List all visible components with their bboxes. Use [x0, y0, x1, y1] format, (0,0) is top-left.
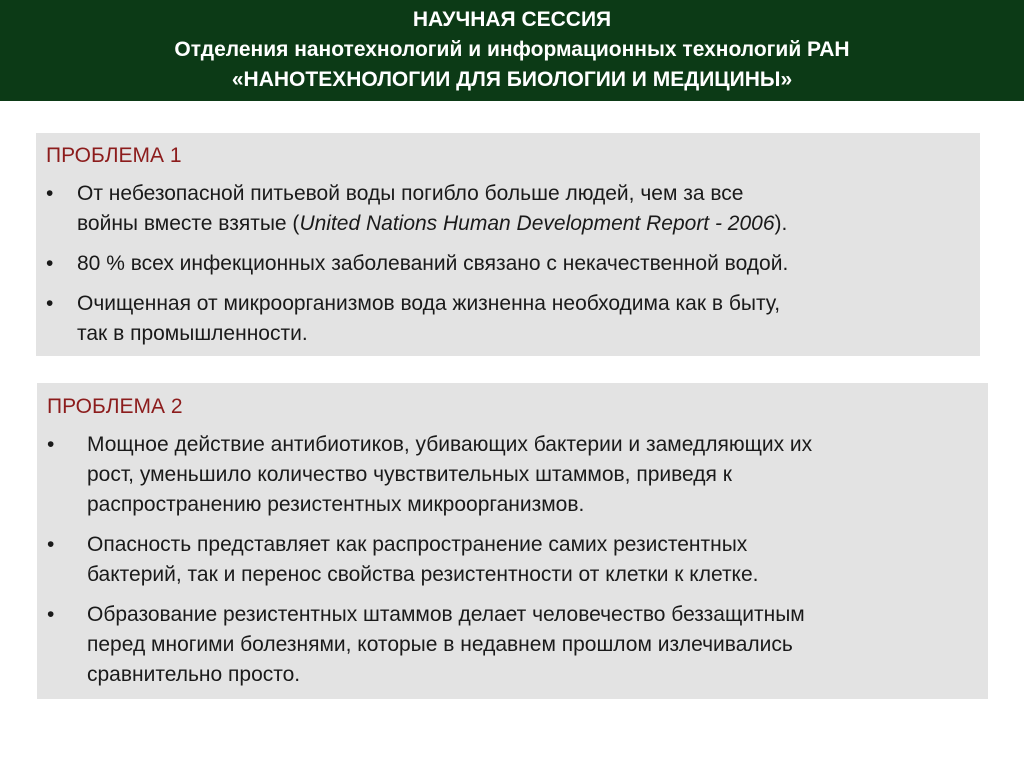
list-item-text	[87, 600, 805, 690]
bullet-icon: •	[46, 252, 54, 275]
header-line-2: Отделения нанотехнологий и информационных технологий РАН	[174, 38, 850, 61]
text-line: 80 % всех инфекционных заболеваний связано с некачественной водой.	[77, 252, 789, 275]
header-line-1: НАУЧНАЯ СЕССИЯ	[412, 8, 612, 31]
bullet-icon: •	[46, 292, 54, 315]
bullet-icon: •	[46, 182, 54, 205]
problem-1-title: ПРОБЛЕМА 1	[46, 144, 182, 167]
bullet-icon: •	[47, 433, 55, 456]
bullet-icon: •	[47, 603, 55, 626]
text-line: сравнительно просто.	[87, 663, 301, 686]
problem-2-box	[37, 383, 988, 699]
list-item-text	[87, 430, 812, 520]
header-line-3: «НАНОТЕХНОЛОГИИ ДЛЯ БИОЛОГИИ И МЕДИЦИНЫ»	[231, 68, 793, 91]
text-line: распространению резистентных микроорганизмов.	[87, 493, 585, 516]
list-item-text	[87, 530, 759, 590]
bullet-icon: •	[47, 533, 55, 556]
problem-1-box	[36, 133, 980, 356]
text-line: рост, уменьшило количество чувствительных штаммов, приведя к	[87, 463, 732, 486]
text-line: перед многими болезнями, которые в недавнем прошлом излечивались	[87, 633, 793, 656]
text-line: Очищенная от микроорганизмов вода жизненна необходима как в быту,	[77, 292, 781, 315]
text-line: Образование резистентных штаммов делает человечество беззащитным	[87, 603, 805, 626]
list-item-text	[77, 179, 787, 239]
slide-header	[0, 0, 1024, 101]
text-line: Мощное действие антибиотиков, убивающих бактерии и замедляющих их	[87, 433, 813, 456]
problem-2-title: ПРОБЛЕМА 2	[47, 395, 183, 418]
text-line: так в промышленности.	[77, 322, 308, 345]
list-item-text	[77, 289, 780, 349]
text-line: бактерий, так и перенос свойства резистентности от клетки к клетке.	[87, 563, 759, 586]
text-line: От небезопасной питьевой воды погибло больше людей, чем за все	[77, 182, 744, 205]
text-line: Опасность представляет как распространение самих резистентных	[87, 533, 748, 556]
list-item-text	[77, 249, 788, 279]
citation: United Nations Human Development Report - 2006	[299, 212, 775, 235]
text-line: войны вместе взятые (United Nations Human Development Report - 2006).	[77, 212, 788, 235]
